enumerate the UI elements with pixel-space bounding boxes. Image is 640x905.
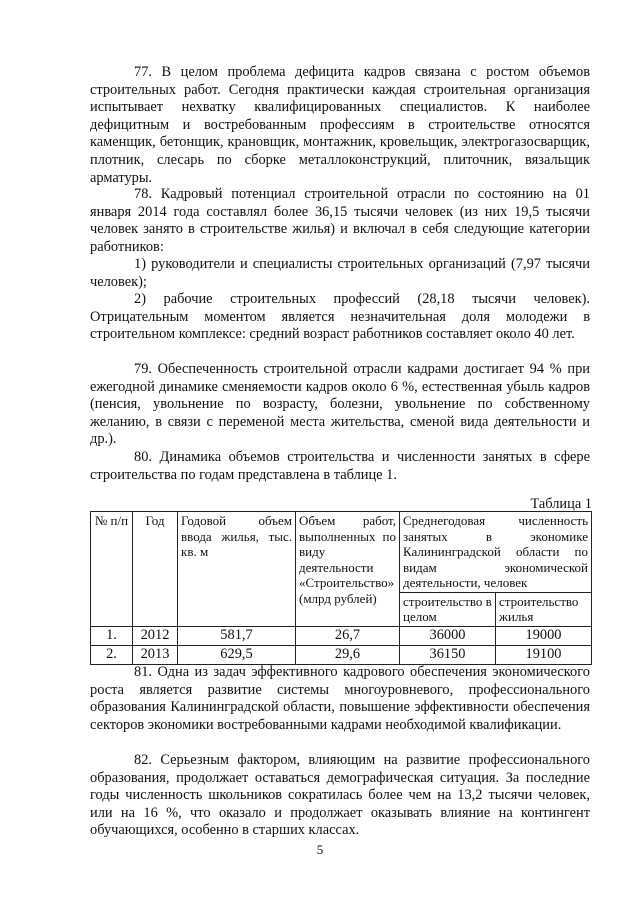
header-year: Год [133,512,178,627]
paragraph-82: 82. Серьезным фактором, влияющим на развитие профессионального образования, продолжает оставаться демографическая ситуация. За последние годы численность школьников сократилась более чем на 13,2 тысячи человек, или на 16 %, что оказало и продолжает оказывать влияние на контингент обучающихся, особенно в старших классах. [90,752,590,839]
cell-num: 1. [91,626,133,645]
cell-housing-emp: 19100 [496,645,592,664]
header-sub-housing: строительство жилья [496,592,592,626]
header-num: № п/п [91,512,133,627]
cell-year: 2013 [133,645,178,664]
cell-works: 29,6 [296,645,400,664]
header-housing: Годовой объем ввода жилья, тыс. кв. м [178,512,296,627]
list-item-2: 2) рабочие строительных профессий (28,18 тысячи человек). Отрицательным моментом является незначительная доля молодежи в строительном комплексе: средний возраст работников составляет около 40 лет. [90,291,590,343]
list-item-1: 1) руководители и специалисты строительных организаций (7,97 тысячи человек); [90,256,590,290]
table-row [91,645,592,664]
cell-works: 26,7 [296,626,400,645]
header-employed: Среднегодовая численность занятых в экономике Калининградской области по видам экономической деятельности, человек [400,512,592,593]
header-sub-total: строительство в целом [400,592,496,626]
paragraph-79: 79. Обеспеченность строительной отрасли кадрами достигает 94 % при ежегодной динамике сменяемости кадров около 6 %, естественная убыль кадров (пенсия, увольнение по возрасту, болезни, увольнение по собственному желанию, в связи с переменой места жительства, сменой вида деятельности и др.). [90,361,590,448]
cell-housing: 629,5 [178,645,296,664]
paragraph-77: 77. В целом проблема дефицита кадров связана с ростом объемов строительных работ. Сегодня практически каждая строительная организация испытывает нехватку квалифицированных специалистов. К наиболее дефицитным и востребованным профессиям в строительстве относятся каменщик, бетонщик, крановщик, монтажник, кровельщик, электрогазосварщик, плотник, слесарь по сборке металлоконструкций, плиточник, вязальщик арматуры. [90,64,590,186]
cell-year: 2012 [133,626,178,645]
cell-total: 36150 [400,645,496,664]
cell-num: 2. [91,645,133,664]
data-table [90,511,592,665]
paragraph-81: 81. Одна из задач эффективного кадрового обеспечения экономического роста является развитие системы многоуровневого, профессионального образования Калининградской области, повышение эффективности обеспечения секторов экономики востребованными кадрами необходимой квалификации. [90,664,590,733]
header-works: Объем работ, выполненных по виду деятельности «Строительство» (млрд рублей) [296,512,400,627]
cell-housing: 581,7 [178,626,296,645]
paragraph-80: 80. Динамика объемов строительства и численности занятых в сфере строительства по годам представлена в таблице 1. [90,449,590,483]
table-caption: Таблица 1 [530,496,592,512]
table-row [91,626,592,645]
cell-total: 36000 [400,626,496,645]
table-header-row [91,512,592,593]
paragraph-78: 78. Кадровый потенциал строительной отрасли по состоянию на 01 января 2014 года составлял более 36,15 тысячи человек (из них 19,5 тысячи человек занято в строительстве жилья) и включал в себя следующие категории работников: [90,186,590,255]
cell-housing-emp: 19000 [496,626,592,645]
page-number: 5 [316,842,324,857]
